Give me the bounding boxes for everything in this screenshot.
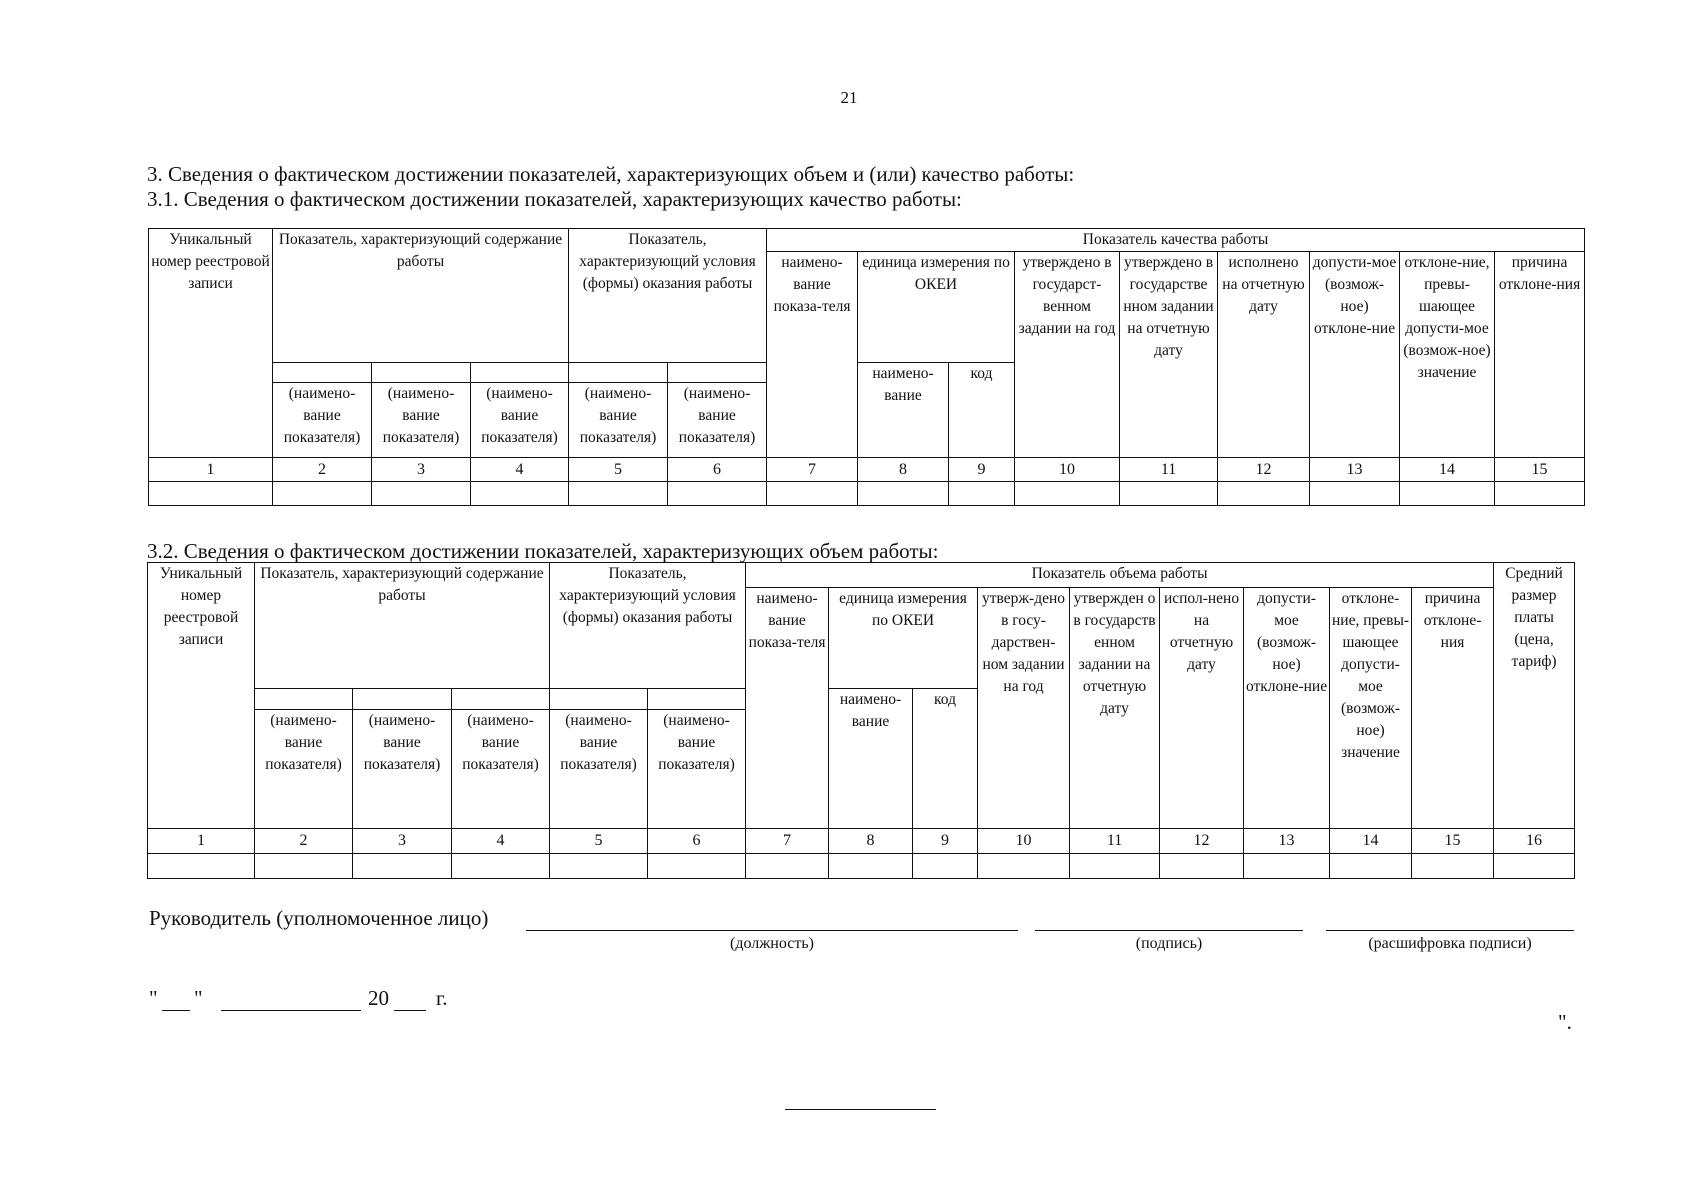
data-cell[interactable] <box>767 482 858 506</box>
header-content-indicator: Показатель, характеризующий содержание работы <box>273 229 569 363</box>
column-number: 3 <box>372 458 471 482</box>
header-sub-indicator: (наимено-вание показателя) <box>648 710 746 829</box>
data-cell[interactable] <box>1495 482 1585 506</box>
header-spacer <box>471 363 569 383</box>
data-cell[interactable] <box>1494 854 1575 879</box>
header-deviation-reason: причина отклоне-ния <box>1495 252 1585 458</box>
header-conditions-indicator: Показатель, характеризующий условия (формы) оказания работы <box>550 563 746 689</box>
data-cell[interactable] <box>149 482 273 506</box>
header-sub-indicator: (наимено-вание показателя) <box>372 383 471 458</box>
data-cell[interactable] <box>829 854 913 879</box>
column-number: 15 <box>1412 829 1494 854</box>
column-number: 11 <box>1070 829 1160 854</box>
column-number: 9 <box>949 458 1015 482</box>
data-cell[interactable] <box>471 482 569 506</box>
header-sub-indicator: (наимено-вание показателя) <box>273 383 372 458</box>
column-number: 7 <box>767 458 858 482</box>
column-number: 2 <box>255 829 353 854</box>
data-cell[interactable] <box>1412 854 1494 879</box>
column-number: 14 <box>1330 829 1412 854</box>
header-quality-indicator-group: Показатель качества работы <box>767 229 1585 252</box>
data-cell[interactable] <box>1015 482 1120 506</box>
header-spacer <box>452 689 550 710</box>
data-cell[interactable] <box>648 854 746 879</box>
section-3-heading: 3. Сведения о фактическом достижении показателей, характеризующих объем и (или) качество работы: <box>147 162 1075 186</box>
date-day-line[interactable] <box>162 1010 190 1011</box>
decoding-caption: (расшифровка подписи) <box>1368 935 1532 952</box>
date-month-line[interactable] <box>221 1010 361 1011</box>
column-number: 5 <box>569 458 668 482</box>
header-unit-code: код <box>949 363 1015 458</box>
position-caption: (должность) <box>730 935 814 952</box>
data-cell[interactable] <box>858 482 949 506</box>
header-indicator-name: наимено-вание показа-теля <box>746 588 829 829</box>
column-number: 16 <box>1494 829 1575 854</box>
header-deviation-reason: причина отклоне-ния <box>1412 588 1494 829</box>
data-cell[interactable] <box>1160 854 1244 879</box>
table2-title: 3.2. Сведения о фактическом достижении показателей, характеризующих объем работы: <box>147 539 939 563</box>
header-unique-number: Уникальный номер реестровой записи <box>148 563 255 829</box>
column-number: 13 <box>1310 458 1400 482</box>
column-number: 4 <box>452 829 550 854</box>
column-number: 12 <box>1218 458 1310 482</box>
footer-divider <box>785 1109 936 1110</box>
data-cell[interactable] <box>372 482 471 506</box>
header-executed: испол-нено на отчетную дату <box>1160 588 1244 829</box>
position-line[interactable] <box>526 930 1018 931</box>
header-sub-indicator: (наимено-вание показателя) <box>353 710 452 829</box>
header-indicator-name: наимено-вание показа-теля <box>767 252 858 458</box>
header-unit-name: наимено-вание <box>829 689 913 829</box>
header-spacer <box>255 689 353 710</box>
quality-indicators-table <box>148 228 1585 506</box>
header-unique-number: Уникальный номер реестровой записи <box>149 229 273 458</box>
data-cell[interactable] <box>1310 482 1400 506</box>
column-number: 14 <box>1400 458 1495 482</box>
data-cell[interactable] <box>353 854 452 879</box>
signature-caption: (подпись) <box>1135 935 1203 952</box>
column-number: 7 <box>746 829 829 854</box>
volume-indicators-table <box>147 562 1575 879</box>
header-spacer <box>353 689 452 710</box>
signature-label: Руководитель (уполномоченное лицо) <box>149 906 489 930</box>
column-number: 4 <box>471 458 569 482</box>
header-spacer <box>668 363 767 383</box>
column-number: 13 <box>1244 829 1330 854</box>
date-quote-close: " <box>194 986 203 1010</box>
data-cell[interactable] <box>452 854 550 879</box>
column-number: 11 <box>1120 458 1218 482</box>
decoding-line[interactable] <box>1326 930 1574 931</box>
header-exceeding-deviation: отклоне-ние, превы-шающее допусти-мое (возмож-ное) значение <box>1330 588 1412 829</box>
date-quote-open: " <box>149 986 158 1010</box>
column-number: 6 <box>668 458 767 482</box>
header-spacer <box>372 363 471 383</box>
header-approved-year: утверждено в государст-венном задании на год <box>1015 252 1120 458</box>
header-unit-name: наимено-вание <box>858 363 949 458</box>
data-cell[interactable] <box>1400 482 1495 506</box>
header-allowed-deviation: допусти-мое (возмож-ное) отклоне-ние <box>1244 588 1330 829</box>
header-sub-indicator: (наимено-вание показателя) <box>569 383 668 458</box>
data-cell[interactable] <box>1120 482 1218 506</box>
page-number: 21 <box>840 88 858 107</box>
data-cell[interactable] <box>668 482 767 506</box>
column-number: 15 <box>1495 458 1585 482</box>
data-cell[interactable] <box>1218 482 1310 506</box>
column-number: 10 <box>1015 458 1120 482</box>
data-cell[interactable] <box>978 854 1070 879</box>
data-cell[interactable] <box>746 854 829 879</box>
data-cell[interactable] <box>913 854 978 879</box>
column-number: 3 <box>353 829 452 854</box>
column-number: 8 <box>829 829 913 854</box>
header-sub-indicator: (наимено-вание показателя) <box>668 383 767 458</box>
column-number: 10 <box>978 829 1070 854</box>
header-sub-indicator: (наимено-вание показателя) <box>255 710 353 829</box>
header-average-fee: Средний размер платы (цена, тариф) <box>1494 563 1575 829</box>
column-number: 1 <box>148 829 255 854</box>
header-content-indicator: Показатель, характеризующий содержание работы <box>255 563 550 689</box>
header-approved-report-date: утверждено в государстве нном задании на отчетную дату <box>1120 252 1218 458</box>
signature-line[interactable] <box>1035 930 1303 931</box>
header-approved-report-date: утвержден о в государств енном задании на отчетную дату <box>1070 588 1160 829</box>
column-number: 8 <box>858 458 949 482</box>
column-number: 1 <box>149 458 273 482</box>
column-number: 5 <box>550 829 648 854</box>
header-okei-unit: единица измерения по ОКЕИ <box>829 588 978 689</box>
column-number: 9 <box>913 829 978 854</box>
header-exceeding-deviation: отклоне-ние, превы-шающее допусти-мое (возмож-ное) значение <box>1400 252 1495 458</box>
data-cell[interactable] <box>1244 854 1330 879</box>
header-volume-indicator-group: Показатель объема работы <box>746 563 1494 588</box>
header-allowed-deviation: допусти-мое (возмож-ное) отклоне-ние <box>1310 252 1400 458</box>
header-spacer <box>648 689 746 710</box>
data-cell[interactable] <box>949 482 1015 506</box>
header-sub-indicator: (наимено-вание показателя) <box>471 383 569 458</box>
column-number: 6 <box>648 829 746 854</box>
header-sub-indicator: (наимено-вание показателя) <box>452 710 550 829</box>
header-sub-indicator: (наимено-вание показателя) <box>550 710 648 829</box>
data-cell[interactable] <box>255 854 353 879</box>
data-cell[interactable] <box>273 482 372 506</box>
header-spacer <box>273 363 372 383</box>
date-year-line[interactable] <box>394 1010 426 1011</box>
header-okei-unit: единица измерения по ОКЕИ <box>858 252 1015 363</box>
data-cell[interactable] <box>569 482 668 506</box>
header-spacer <box>569 363 668 383</box>
header-executed: исполнено на отчетную дату <box>1218 252 1310 458</box>
data-cell[interactable] <box>1330 854 1412 879</box>
header-unit-code: код <box>913 689 978 829</box>
data-cell[interactable] <box>148 854 255 879</box>
data-cell[interactable] <box>1070 854 1160 879</box>
closing-quote: ". <box>1558 1010 1572 1034</box>
header-approved-year: утверж-дено в госу-дарствен-ном задании на год <box>978 588 1070 829</box>
column-number: 12 <box>1160 829 1244 854</box>
data-cell[interactable] <box>550 854 648 879</box>
date-year-prefix: 20 <box>368 986 389 1010</box>
date-suffix: г. <box>436 986 448 1010</box>
header-conditions-indicator: Показатель, характеризующий условия (формы) оказания работы <box>569 229 767 363</box>
table1-title: 3.1. Сведения о фактическом достижении показателей, характеризующих качество работы: <box>147 187 962 211</box>
column-number: 2 <box>273 458 372 482</box>
header-spacer <box>550 689 648 710</box>
